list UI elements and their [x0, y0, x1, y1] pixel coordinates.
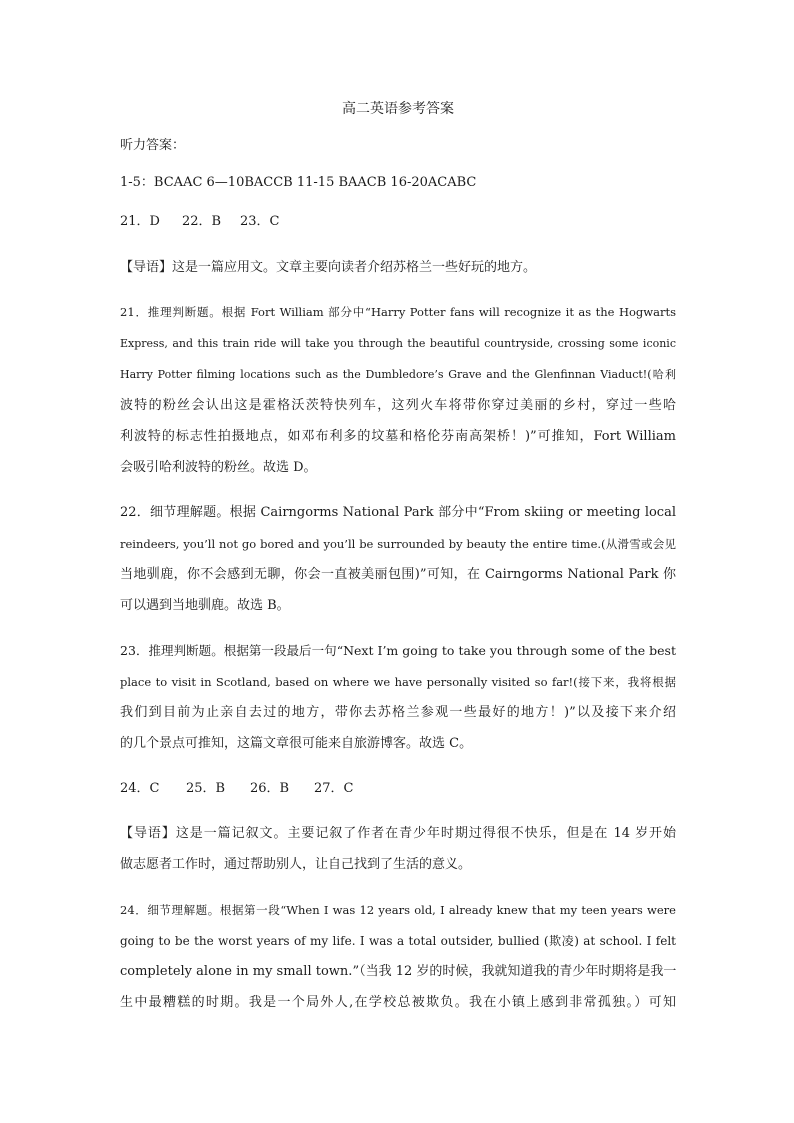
q24-line: completely alone in my small town.”（当我 12 岁的时候，我就知道我的青少年时期将是我一 [120, 964, 677, 979]
q23-line: place to visit in Scotland, based on where we have personally visited so far!(接下来，我将根据 [120, 675, 676, 689]
listening-label: 听力答案： [120, 138, 186, 153]
answer-25: 25．B [186, 781, 226, 796]
guide-passage-1: 【导语】这是一篇应用文。文章主要向读者介绍苏格兰一些好玩的地方。 [120, 260, 537, 275]
q21-line: 利波特的标志性拍摄地点，如邓布利多的坟墓和格伦芬南高架桥！)”可推知，Fort William [120, 429, 676, 444]
page-title: 高二英语参考答案 [342, 101, 454, 117]
listening-answers: 1-5：BCAAC 6—10BACCB 11-15 BAACB 16-20ACABC [120, 175, 477, 190]
answer-23: 23．C [240, 214, 280, 229]
q22-line: 22．细节理解题。根据 Cairngorms National Park 部分中“From skiing or meeting local [120, 505, 676, 520]
q21-line: 波特的粉丝会认出这是霍格沃茨特快列车，这列火车将带你穿过美丽的乡村，穿过一些哈 [120, 398, 676, 413]
q24-line: 24．细节理解题。根据第一段“When I was 12 years old, I already knew that my teen years were [120, 903, 676, 917]
q23-line: 23．推理判断题。根据第一段最后一句“Next I’m going to take you through some of the best [120, 643, 676, 658]
answer-27: 27．C [314, 781, 354, 796]
answer-26: 26．B [250, 781, 290, 796]
q22-line: reindeers, you’ll not go bored and you’ll be surrounded by beauty the entire time.(从滑雪或会见 [120, 537, 676, 551]
q21-line: Harry Potter filming locations such as the Dumbledore’s Grave and the Glenfinnan Viaduct!(哈利 [120, 368, 676, 381]
q21-line: 21．推理判断题。根据 Fort William 部分中“Harry Potter fans will recognize it as the Hogwarts [120, 305, 676, 319]
q21-line: Express, and this train ride will take you through the beautiful countryside, crossing some iconic [120, 337, 676, 350]
answer-24: 24．C [120, 781, 160, 796]
guide-passage-2: 做志愿者工作时，通过帮助别人，让自己找到了生活的意义。 [120, 857, 472, 872]
q24-line: 生中最糟糕的时期。我是一个局外人,在学校总被欺负。我在小镇上感到非常孤独。）可知 [120, 995, 676, 1010]
answer-21: 21．D [120, 214, 160, 229]
q24-line: going to be the worst years of my life. I was a total outsider, bullied (欺凌) at school. I felt [120, 934, 676, 948]
q23-line: 的几个景点可推知，这篇文章很可能来自旅游博客。故选 C。 [120, 736, 473, 751]
guide-passage-2: 【导语】这是一篇记叙文。主要记叙了作者在青少年时期过得很不快乐，但是在 14 岁开始 [120, 826, 676, 841]
q21-line: 会吸引哈利波特的粉丝。故选 D。 [120, 460, 317, 475]
answers-21-23 [120, 212, 676, 232]
q23-line: 我们到目前为止亲自去过的地方，带你去苏格兰参观一些最好的地方！)”以及接下来介绍 [120, 705, 676, 720]
q22-line: 可以遇到当地驯鹿。故选 B。 [120, 598, 290, 613]
answers-24-27 [120, 779, 676, 799]
answer-22: 22．B [182, 214, 222, 229]
q22-line: 当地驯鹿，你不会感到无聊，你会一直被美丽包围)”可知，在 Cairngorms National Park 你 [120, 567, 676, 582]
